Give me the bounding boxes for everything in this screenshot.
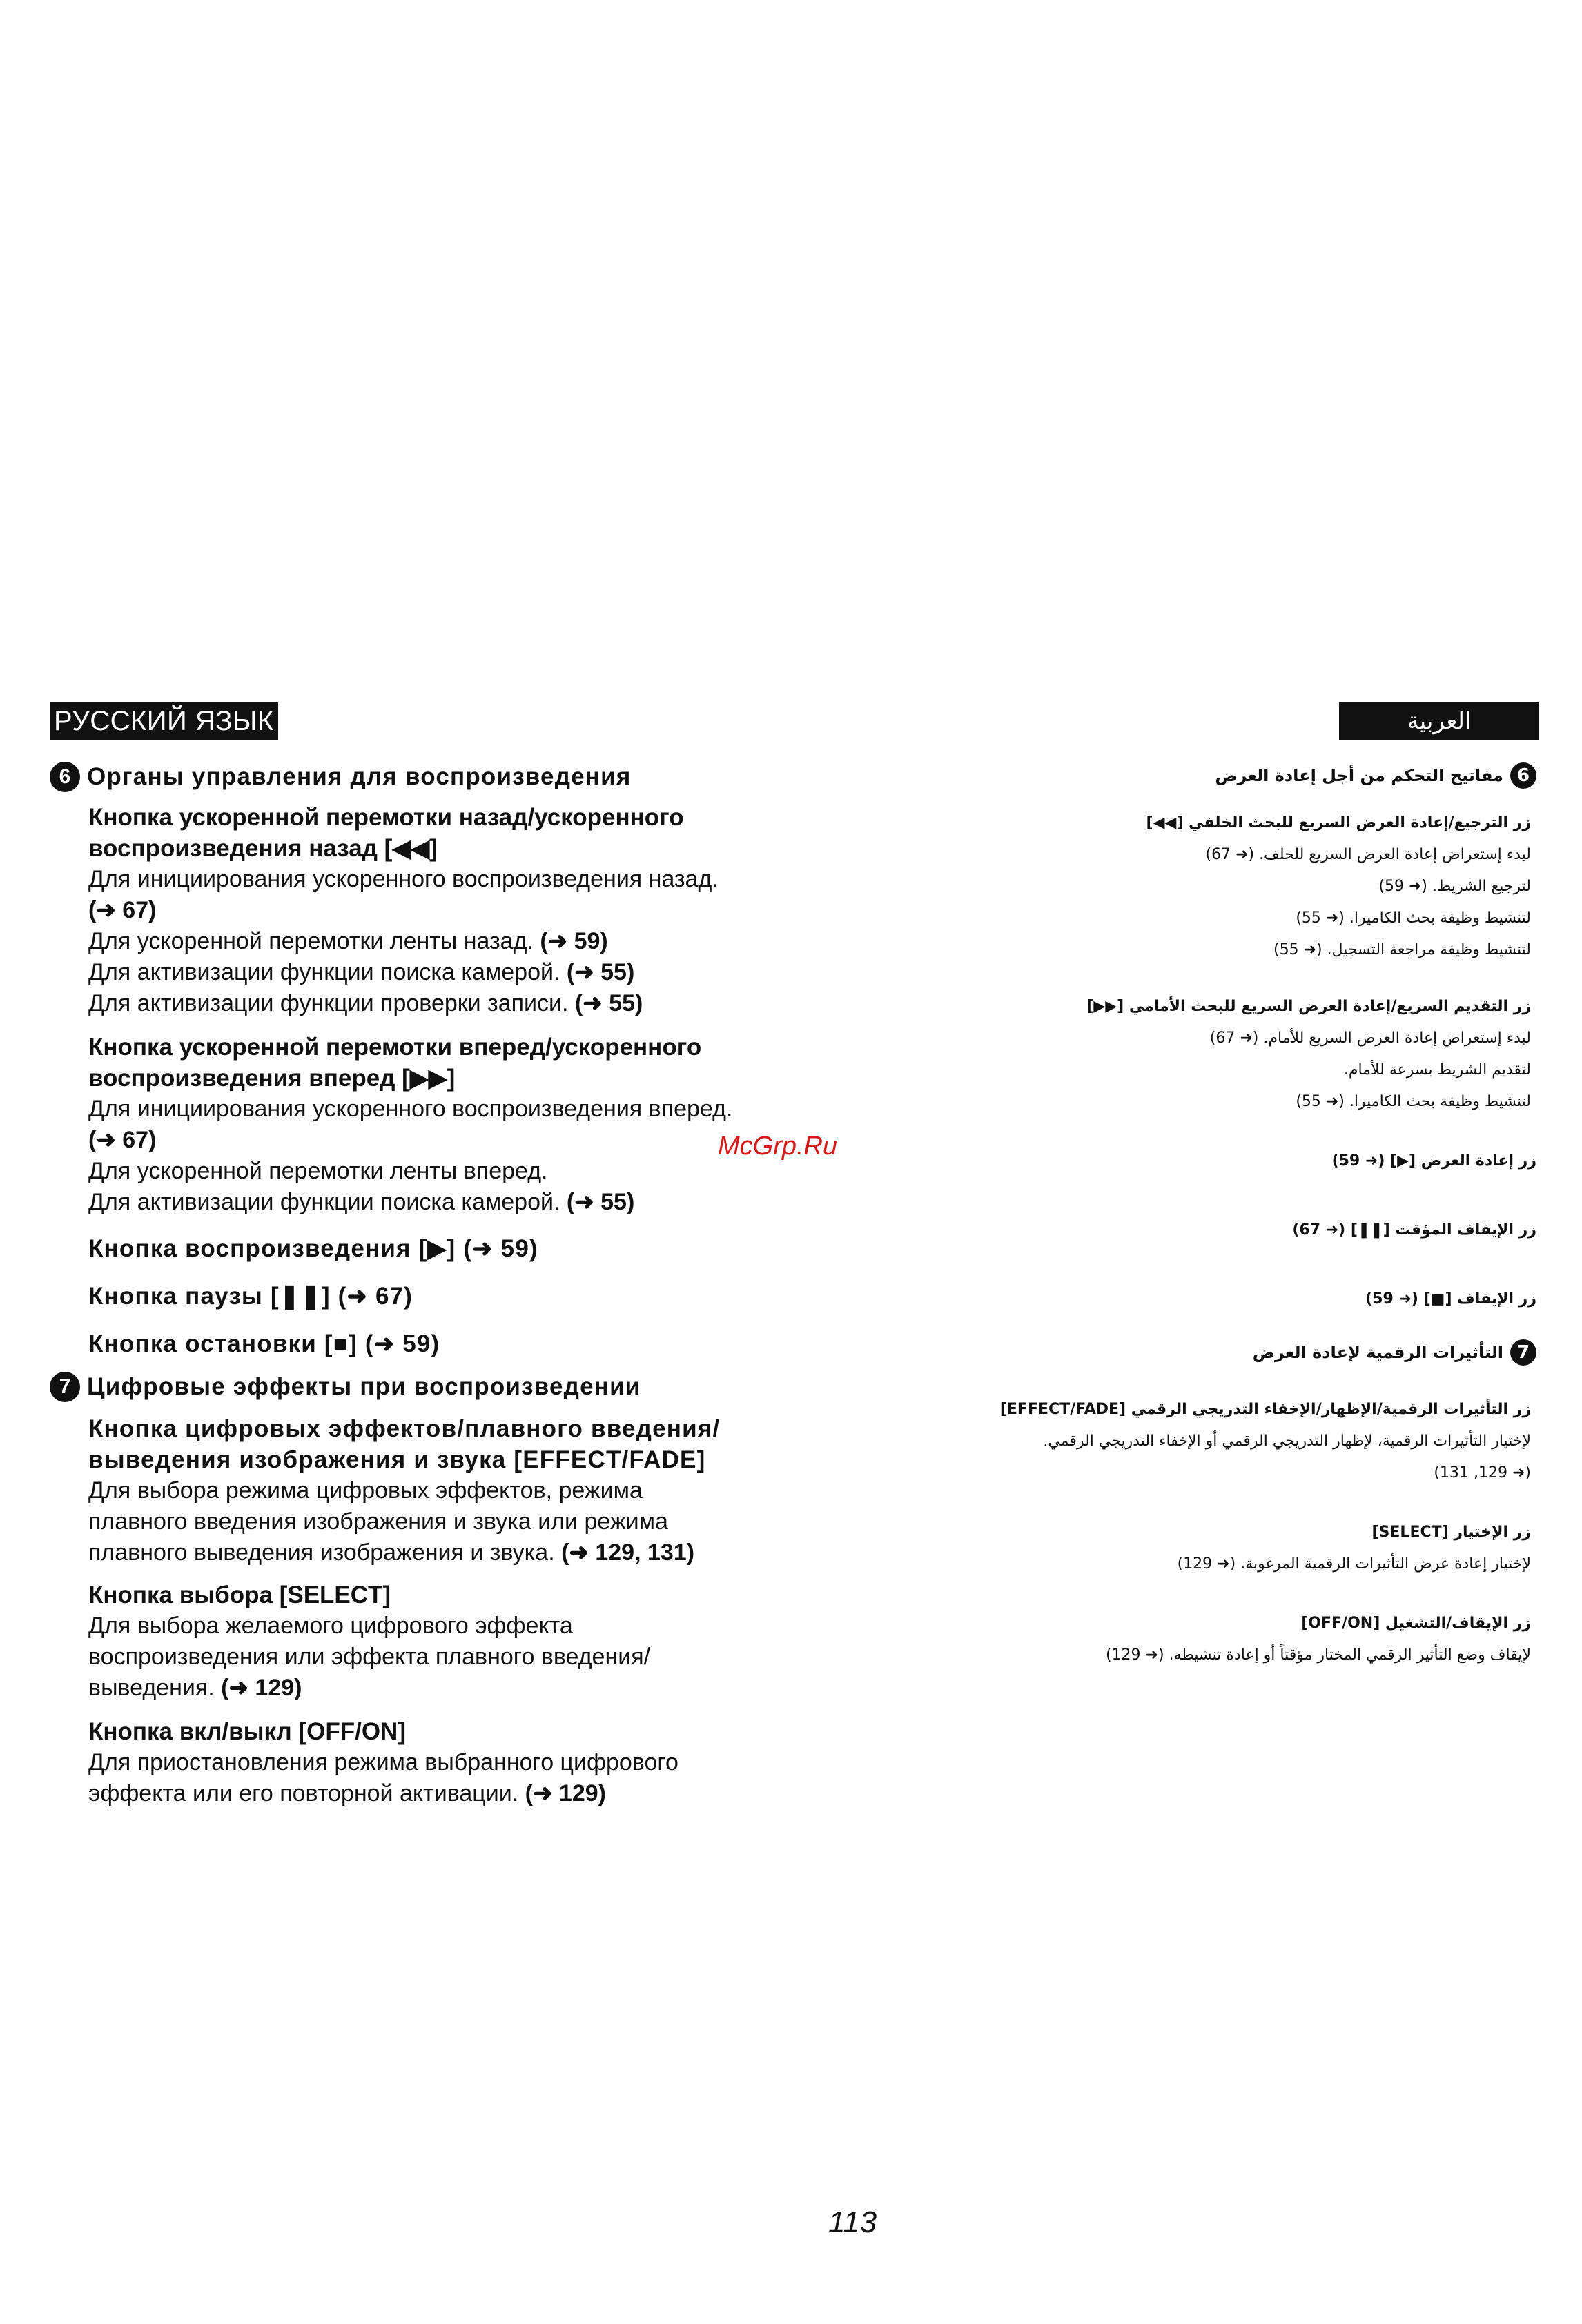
page-ref: (➜ 67) [88, 897, 157, 923]
block-heading: воспроизведения вперед [▶▶] [88, 1065, 456, 1092]
block-text: لتقديم الشريط بسرعة للأمام. [1343, 1061, 1531, 1079]
block-heading: Кнопка вкл/выкл [OFF/ON] [88, 1718, 406, 1745]
block-text: لإيقاف وضع التأثير الرقمي المختار مؤقتاً أو إعادة تنشيطه. (➜ 129) [1105, 1646, 1531, 1664]
block-text: плавного введения изображения и звука или режима [88, 1508, 668, 1535]
block-heading: Кнопка паузы [❚❚] (➜ 67) [88, 1283, 413, 1310]
block-text: Для ускоренной перемотки ленты назад. (➜ 59) [88, 928, 608, 954]
block-text: Для выбора желаемого цифрового эффекта [88, 1613, 573, 1639]
block-text: لإختيار إعادة عرض التأثيرات الرقمية المرغوبة. (➜ 129) [1177, 1555, 1531, 1573]
effect-fade-button-block [88, 1413, 837, 1568]
section-6-heading [877, 759, 1536, 792]
play-button-block [88, 1233, 837, 1264]
select-button-block [877, 1517, 1531, 1580]
page-ref: (➜ 129, 131) [1434, 1464, 1531, 1481]
off-on-button-block [877, 1608, 1531, 1671]
section-number-badge: 7 [1510, 1339, 1536, 1366]
play-button-block: زر إعادة العرض [▶] (➜ 59) [1331, 1152, 1536, 1170]
block-text: эффекта или его повторной активации. (➜ 129) [88, 1780, 606, 1806]
block-text: لتنشيط وظيفة بحث الكاميرا. (➜ 55) [1296, 909, 1531, 927]
section-number-badge: 7 [50, 1372, 80, 1402]
section-number-badge: 6 [50, 762, 80, 792]
block-text: воспроизведения или эффекта плавного введения/ [88, 1644, 651, 1670]
block-text: لترجيع الشريط. (➜ 59) [1378, 878, 1531, 895]
select-button-block [88, 1579, 837, 1704]
block-text: Для активизации функции проверки записи. (➜ 55) [88, 990, 643, 1016]
block-text: لتنشيط وظيفة بحث الكاميرا. (➜ 55) [1296, 1093, 1531, 1110]
page-ref: (➜ 55) [566, 959, 635, 985]
block-heading: زر التأثيرات الرقمية/الإظهار/الإخفاء التدريجي الرقمي [EFFECT/FADE] [999, 1401, 1531, 1418]
fast-forward-button-block [88, 1032, 837, 1218]
effect-fade-button-block [877, 1394, 1531, 1489]
page-ref: (➜ 129, 131) [561, 1539, 695, 1566]
block-text: Для ускоренной перемотки ленты вперед. [88, 1158, 548, 1184]
pause-button-block [88, 1281, 837, 1312]
block-text: Для инициирования ускоренного воспроизведения назад. [88, 866, 719, 892]
block-heading: Кнопка выбора [SELECT] [88, 1582, 391, 1608]
stop-button-block [88, 1328, 837, 1359]
page-number: 113 [828, 2205, 877, 2239]
block-text: Для активизации функции поиска камерой. (➜ 55) [88, 1189, 635, 1215]
block-heading: воспроизведения назад [◀◀] [88, 835, 438, 862]
language-tab-russian: РУССКИЙ ЯЗЫК [50, 702, 278, 740]
page-ref: (➜ 129) [221, 1675, 302, 1701]
block-text: Для активизации функции поиска камерой. (➜ 55) [88, 959, 635, 985]
block-text: Для приостановления режима выбранного цифрового [88, 1749, 678, 1775]
page-ref: (➜ 67) [88, 1127, 157, 1153]
stop-button-block: زر الإيقاف [■] (➜ 59) [1365, 1290, 1536, 1308]
section-7-heading [50, 1369, 837, 1405]
block-text: لتنشيط وظيفة مراجعة التسجيل. (➜ 55) [1273, 941, 1531, 958]
block-text: плавного выведения изображения и звука. (➜ 129, 131) [88, 1539, 695, 1566]
russian-column [50, 759, 837, 1809]
block-text: لإختيار التأثيرات الرقمية، لإظهار التدريجي الرقمي أو الإخفاء التدريجي الرقمي. [1043, 1432, 1531, 1450]
section-title: التأثيرات الرقمية لإعادة العرض [1252, 1343, 1503, 1362]
block-heading: выведения изображения и звука [EFFECT/FADE] [88, 1446, 706, 1473]
block-heading: Кнопка ускоренной перемотки назад/ускоренного [88, 804, 684, 831]
block-heading: Кнопка воспроизведения [▶] (➜ 59) [88, 1235, 538, 1262]
rewind-button-block [877, 807, 1531, 966]
section-6-heading [50, 759, 837, 795]
block-heading: زر التقديم السريع/إعادة العرض السريع للبحث الأمامي [▶▶] [1086, 998, 1531, 1015]
section-number-badge: 6 [1510, 762, 1536, 789]
block-text: Для инициирования ускоренного воспроизведения вперед. [88, 1096, 733, 1122]
page-ref: (➜ 59) [463, 1235, 538, 1262]
block-heading: Кнопка остановки [■] (➜ 59) [88, 1330, 440, 1357]
block-text: لبدء إستعراض إعادة العرض السريع للأمام. (➜ 67) [1209, 1030, 1531, 1047]
block-text: Для выбора режима цифровых эффектов, режима [88, 1477, 643, 1504]
block-heading: Кнопка ускоренной перемотки вперед/ускоренного [88, 1034, 702, 1061]
arabic-column [877, 759, 1536, 1671]
page-ref: (➜ 55) [566, 1189, 635, 1215]
watermark-logo: McGrp.Ru [718, 1132, 838, 1161]
rewind-button-block [88, 802, 837, 1019]
block-text: выведения. (➜ 129) [88, 1675, 302, 1701]
page-ref: (➜ 59) [540, 928, 608, 954]
section-title: Органы управления для воспроизведения [87, 763, 632, 790]
block-heading: Кнопка цифровых эффектов/плавного введения/ [88, 1415, 721, 1442]
off-on-button-block [88, 1716, 837, 1809]
page-ref: (➜ 67) [338, 1283, 413, 1310]
block-heading: زر الترجيع/إعادة العرض السريع للبحث الخلفي [◀◀] [1146, 814, 1531, 831]
page-ref: (➜ 59) [364, 1330, 440, 1357]
fast-forward-button-block [877, 991, 1531, 1118]
section-title: مفاتيح التحكم من أجل إعادة العرض [1215, 766, 1503, 785]
block-text: لبدء إستعراض إعادة العرض السريع للخلف. (➜ 67) [1205, 846, 1531, 863]
section-title: Цифровые эффекты при воспроизведении [87, 1373, 641, 1400]
block-heading: زر الإيقاف/التشغيل [OFF/ON] [1301, 1615, 1531, 1632]
language-tab-arabic: العربية [1339, 702, 1539, 740]
section-7-heading [877, 1336, 1536, 1369]
page-ref: (➜ 55) [574, 990, 643, 1016]
block-heading: زر الإختيار [SELECT] [1371, 1524, 1531, 1541]
page-ref: (➜ 129) [525, 1780, 606, 1806]
pause-button-block: زر الإيقاف المؤقت [❚❚] (➜ 67) [1292, 1221, 1536, 1239]
